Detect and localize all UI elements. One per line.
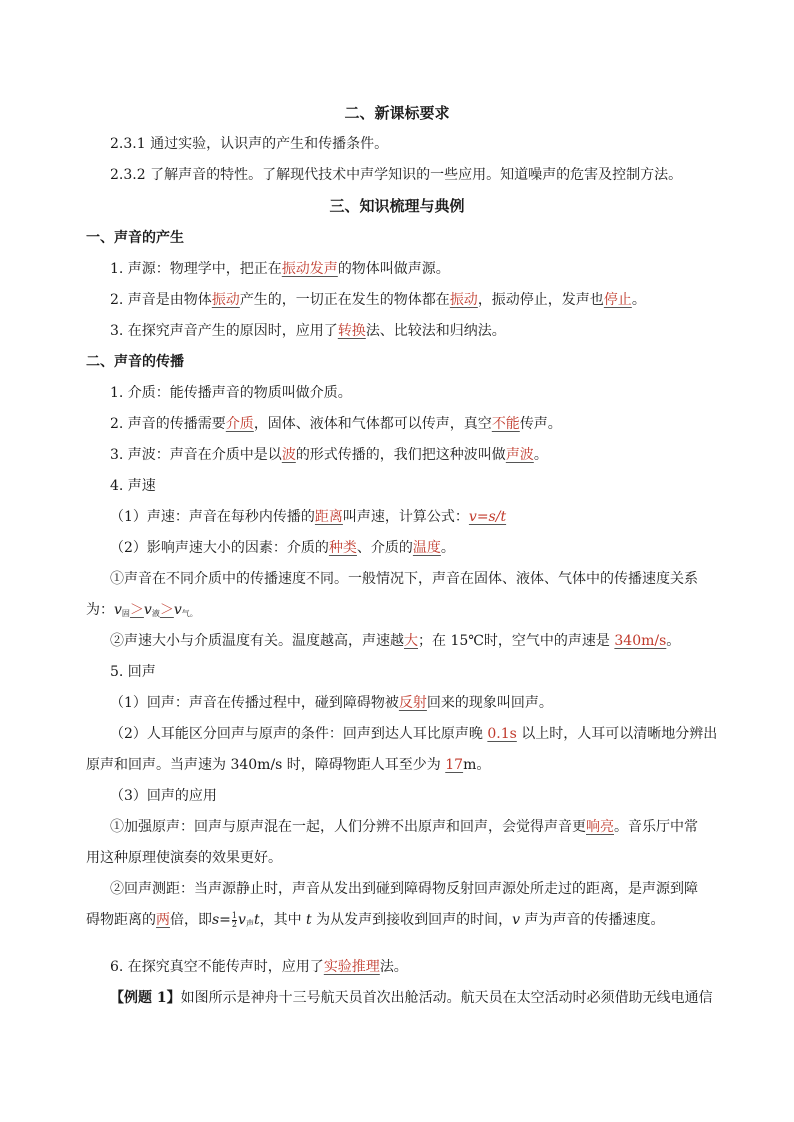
paragraph-sound-source: [110, 259, 450, 279]
text: ①加强原声：回声与原声混在一起，人们分辨不出原声和回声，会觉得声音更: [110, 819, 586, 835]
example-1: [110, 988, 713, 1008]
denominator: 2: [231, 919, 238, 929]
text: 1. 声源：物理学中，把正在: [110, 261, 282, 277]
answer: ＞: [129, 602, 144, 618]
paragraph-echo-def: [110, 693, 553, 713]
paragraph-vibration: [110, 290, 646, 310]
paragraph-speed-media-2: [86, 600, 198, 624]
text: 。: [631, 292, 646, 308]
paragraph-echo-application: （3）回声的应用: [110, 788, 217, 804]
answer: 响亮: [586, 819, 614, 835]
text: 2. 声音是由物体: [110, 292, 212, 308]
paragraph-speed-title: 4. 声速: [110, 478, 156, 494]
symbol-t: t: [306, 912, 312, 928]
answer: 振动发声: [281, 261, 338, 277]
paragraph-sound-wave: [110, 445, 548, 465]
answer: 停止: [603, 292, 632, 308]
answer: 声波: [505, 447, 534, 463]
paragraph-speed-factors: [110, 538, 455, 558]
answer: 距离: [314, 509, 343, 525]
paragraph-medium: 1. 介质：能传播声音的物质叫做介质。: [110, 385, 352, 401]
text: 2. 声音的传播需要: [110, 416, 226, 432]
answer: 实验推理: [323, 959, 380, 975]
text: 如图所示是神舟十三号航天员首次出舱活动。航天员在太空活动时必须借助无线电通信: [180, 990, 713, 1006]
section-title-sound-propagation: 二、声音的传播: [86, 354, 184, 370]
formula-s: s=: [212, 912, 231, 928]
text: 的物体叫做声源。: [337, 261, 450, 277]
text: 声为声音的传播速度。: [520, 912, 665, 928]
answer: 转换: [337, 323, 366, 339]
text: 法。: [379, 959, 408, 975]
answer: 种类: [328, 540, 357, 556]
paragraph-echo-enhance-1: [110, 817, 698, 837]
symbol-v: v: [143, 602, 152, 618]
symbol-v: v: [173, 602, 182, 618]
section-title-sound-production: 一、声音的产生: [86, 230, 184, 246]
subscript: 液: [151, 609, 160, 618]
paragraph-echo-condition-1: [110, 724, 717, 744]
text: 。: [533, 447, 548, 463]
text: 、介质的: [356, 540, 413, 556]
requirement-2: 2.3.2 了解声音的特性。了解现代技术中声学知识的一些应用。知道噪声的危害及控制方法。: [110, 167, 683, 183]
paragraph-method: [110, 321, 506, 341]
answer: 不能: [491, 416, 520, 432]
answer: 振动: [211, 292, 240, 308]
text: （1）回声：声音在传播过程中，碰到障碍物被: [110, 695, 399, 711]
text: ，振动停止，发声也: [477, 292, 604, 308]
text: 原声和回声。当声速为 340m/s 时，障碍物距人耳至少为: [86, 757, 446, 773]
text: 倍，即: [170, 912, 212, 928]
heading-knowledge: 三、知识梳理与典例: [329, 197, 465, 215]
text: m。: [463, 757, 491, 773]
text: 传声。: [519, 416, 562, 432]
answer: 波: [281, 447, 296, 463]
text: ，其中: [259, 912, 307, 928]
text: 法、比较法和归纳法。: [365, 323, 506, 339]
text: ，固体、液体和气体都可以传声，真空: [253, 416, 492, 432]
symbol-t: t: [253, 912, 260, 928]
paragraph-vacuum: [110, 957, 408, 977]
text: 的形式传播的，我们把这种波叫做: [295, 447, 506, 463]
paragraph-propagation: [110, 414, 562, 434]
answer: 17: [445, 757, 464, 773]
text: 。: [666, 633, 681, 649]
text: 6. 在探究真空不能传声时，应用了: [110, 959, 324, 975]
text: ②声速大小与介质温度有关。温度越高，声速越: [110, 633, 404, 649]
text: 为：: [86, 602, 114, 618]
answer: 两: [156, 912, 170, 928]
answer: 温度: [412, 540, 441, 556]
answer: 340m/s: [614, 633, 667, 649]
text: 3. 在探究声音产生的原因时，应用了: [110, 323, 338, 339]
symbol-v: v: [512, 912, 521, 928]
subscript: 声: [245, 919, 254, 928]
paragraph-speed-temperature: [110, 631, 680, 651]
text: 。: [189, 609, 198, 618]
paragraph-echo-enhance-2: 用这种原理使演奏的效果更好。: [86, 850, 282, 866]
text: 回来的现象叫回声。: [426, 695, 553, 711]
text: 产生的，一切正在发生的物体都在: [239, 292, 450, 308]
paragraph-speed-media-1: ①声音在不同介质中的传播速度不同。一般情况下，声音在固体、液体、气体中的传播速度关系: [110, 571, 698, 587]
text: 为从发声到接收到回声的时间，: [311, 912, 513, 928]
text: 。: [440, 540, 455, 556]
example-label: 【例题 1】: [110, 990, 181, 1006]
subscript: 固: [121, 609, 130, 618]
text: 以上时，人耳可以清晰地分辨出: [516, 726, 718, 742]
answer: 介质: [225, 416, 254, 432]
answer: 0.1s: [487, 726, 517, 742]
paragraph-echo-ranging-2: [86, 910, 665, 934]
paragraph-speed-def: [110, 507, 506, 527]
text: （2）影响声速大小的因素：介质的: [110, 540, 329, 556]
requirement-1: 2.3.1 通过实验，认识声的产生和传播条件。: [110, 136, 389, 152]
answer: 反射: [398, 695, 427, 711]
text: （1）声速：声音在每秒内传播的: [110, 509, 315, 525]
text: （2）人耳能区分回声与原声的条件：回声到达人耳比原声晚: [110, 726, 488, 742]
paragraph-echo-ranging-1: ②回声测距：当声源静止时，声音从发出到碰到障碍物反射回声源处所走过的距离，是声源到障: [110, 881, 698, 897]
answer: ＞: [159, 602, 174, 618]
fraction-half: [232, 912, 237, 929]
symbol-v: v: [114, 602, 122, 618]
text: 。音乐厅中常: [614, 819, 698, 835]
heading-new-curriculum: 二、新课标要求: [344, 104, 450, 122]
subscript: 气: [181, 609, 190, 618]
answer: 大: [404, 633, 418, 649]
answer: 振动: [449, 292, 478, 308]
text: 3. 声波：声音在介质中是以: [110, 447, 282, 463]
answer-formula: v=s/t: [468, 509, 507, 525]
text: 碍物距离的: [86, 912, 156, 928]
paragraph-echo-condition-2: [86, 755, 490, 775]
text: ；在 15℃时，空气中的声速是: [418, 633, 615, 649]
text: 叫声速，计算公式：: [342, 509, 469, 525]
symbol-v: v: [238, 912, 246, 928]
numerator: 1: [231, 910, 238, 920]
paragraph-echo-title: 5. 回声: [110, 664, 156, 680]
